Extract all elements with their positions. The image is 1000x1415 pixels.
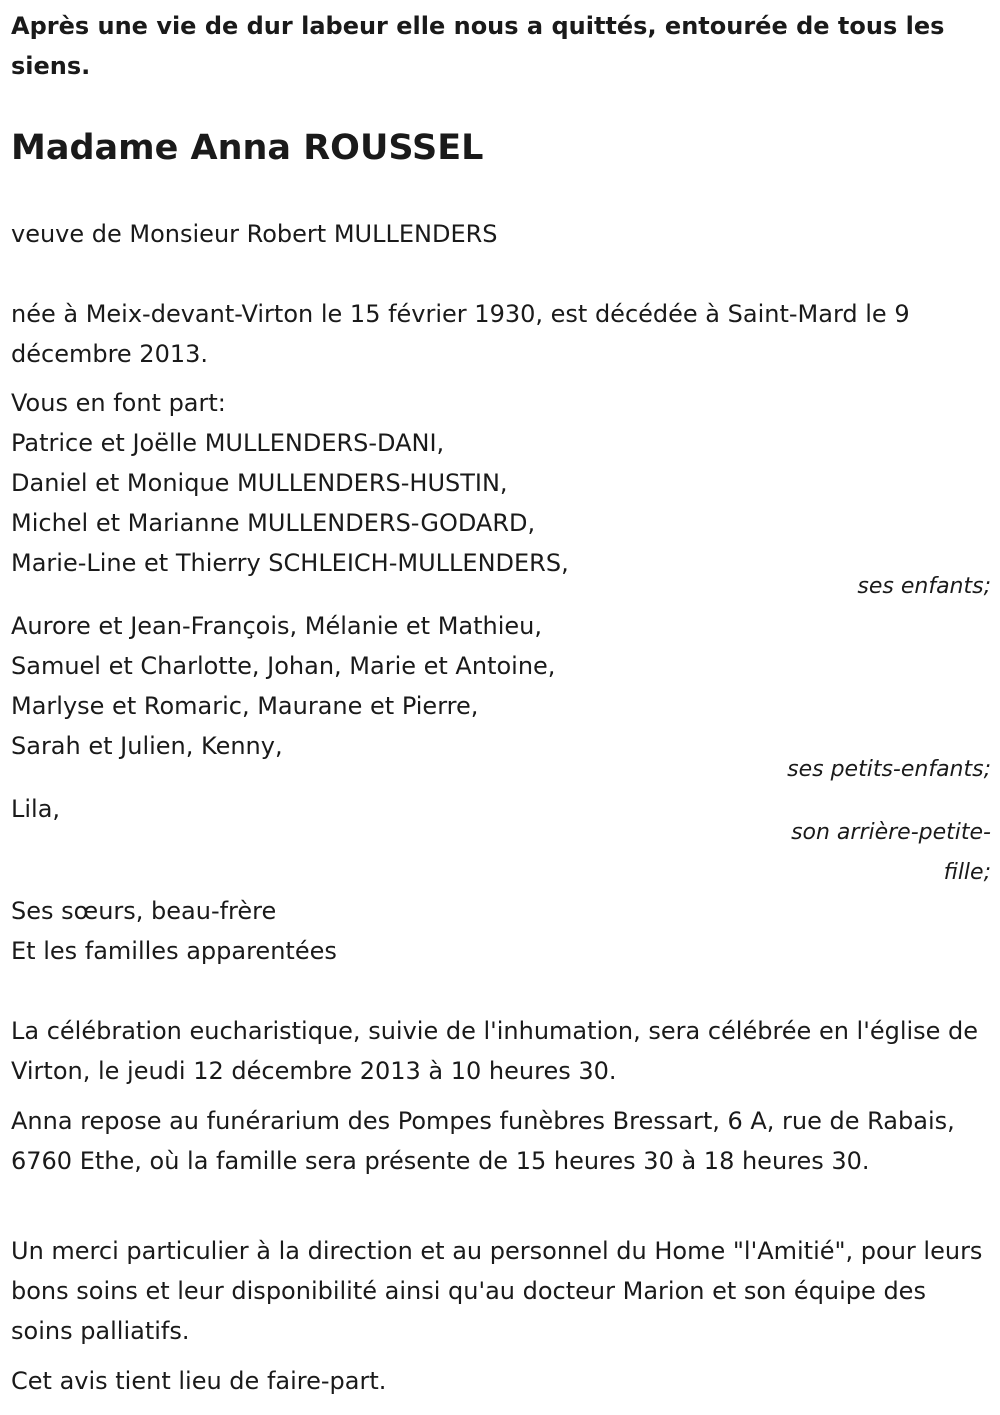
children-line: Marie-Line et Thierry SCHLEICH-MULLENDERS, [11,549,569,577]
widow-of-line: veuve de Monsieur Robert MULLENDERS [11,220,498,248]
children-line: Daniel et Monique MULLENDERS-HUSTIN, [11,469,508,497]
family-line: Et les familles apparentées [11,937,337,965]
grandchildren-line: Aurore et Jean-François, Mélanie et Mathieu, [11,612,542,640]
grandchildren-label: ses petits-enfants; [787,757,991,782]
grandchildren-line: Sarah et Julien, Kenny, [11,732,283,760]
deceased-name: Madame Anna ROUSSEL [11,128,484,168]
great-grandchild-line: Lila, [11,795,61,823]
family-line: Ses sœurs, beau-frère [11,897,277,925]
announce-line: Vous en font part: [11,389,226,417]
death-notice [11,6,991,1395]
children-line: Michel et Marianne MULLENDERS-GODARD, [11,509,536,537]
children-line: Patrice et Joëlle MULLENDERS-DANI, [11,429,445,457]
great-grandchild-label: fille; [943,860,991,885]
intro-text: Après une vie de dur labeur elle nous a quittés, entourée de tous les siens. [11,12,945,80]
ceremony-paragraph: La célébration eucharistique, suivie de l'inhumation, sera célébrée en l'église de Virton, le jeudi 12 décembre 2013 à 10 heures 30. [11,1017,979,1085]
grandchildren-line: Samuel et Charlotte, Johan, Marie et Antoine, [11,652,556,680]
children-label: ses enfants; [857,574,991,599]
visitation-paragraph: Anna repose au funérarium des Pompes funèbres Bressart, 6 A, rue de Rabais, 6760 Ethe, où la famille sera présente de 15 heures 30 à 18 heures 30. [11,1107,955,1175]
birth-death-paragraph: née à Meix-devant-Virton le 15 février 1930, est décédée à Saint-Mard le 9 décembre 2013. [11,300,910,368]
great-grandchild-label: son arrière-petite- [791,820,991,845]
thanks-paragraph: Un merci particulier à la direction et au personnel du Home "l'Amitié", pour leurs bons soins et leur disponibilité ainsi qu'au docteur Marion et son équipe des soins palliatifs. [11,1237,983,1345]
grandchildren-line: Marlyse et Romaric, Maurane et Pierre, [11,692,479,720]
closing-line: Cet avis tient lieu de faire-part. [11,1367,387,1395]
